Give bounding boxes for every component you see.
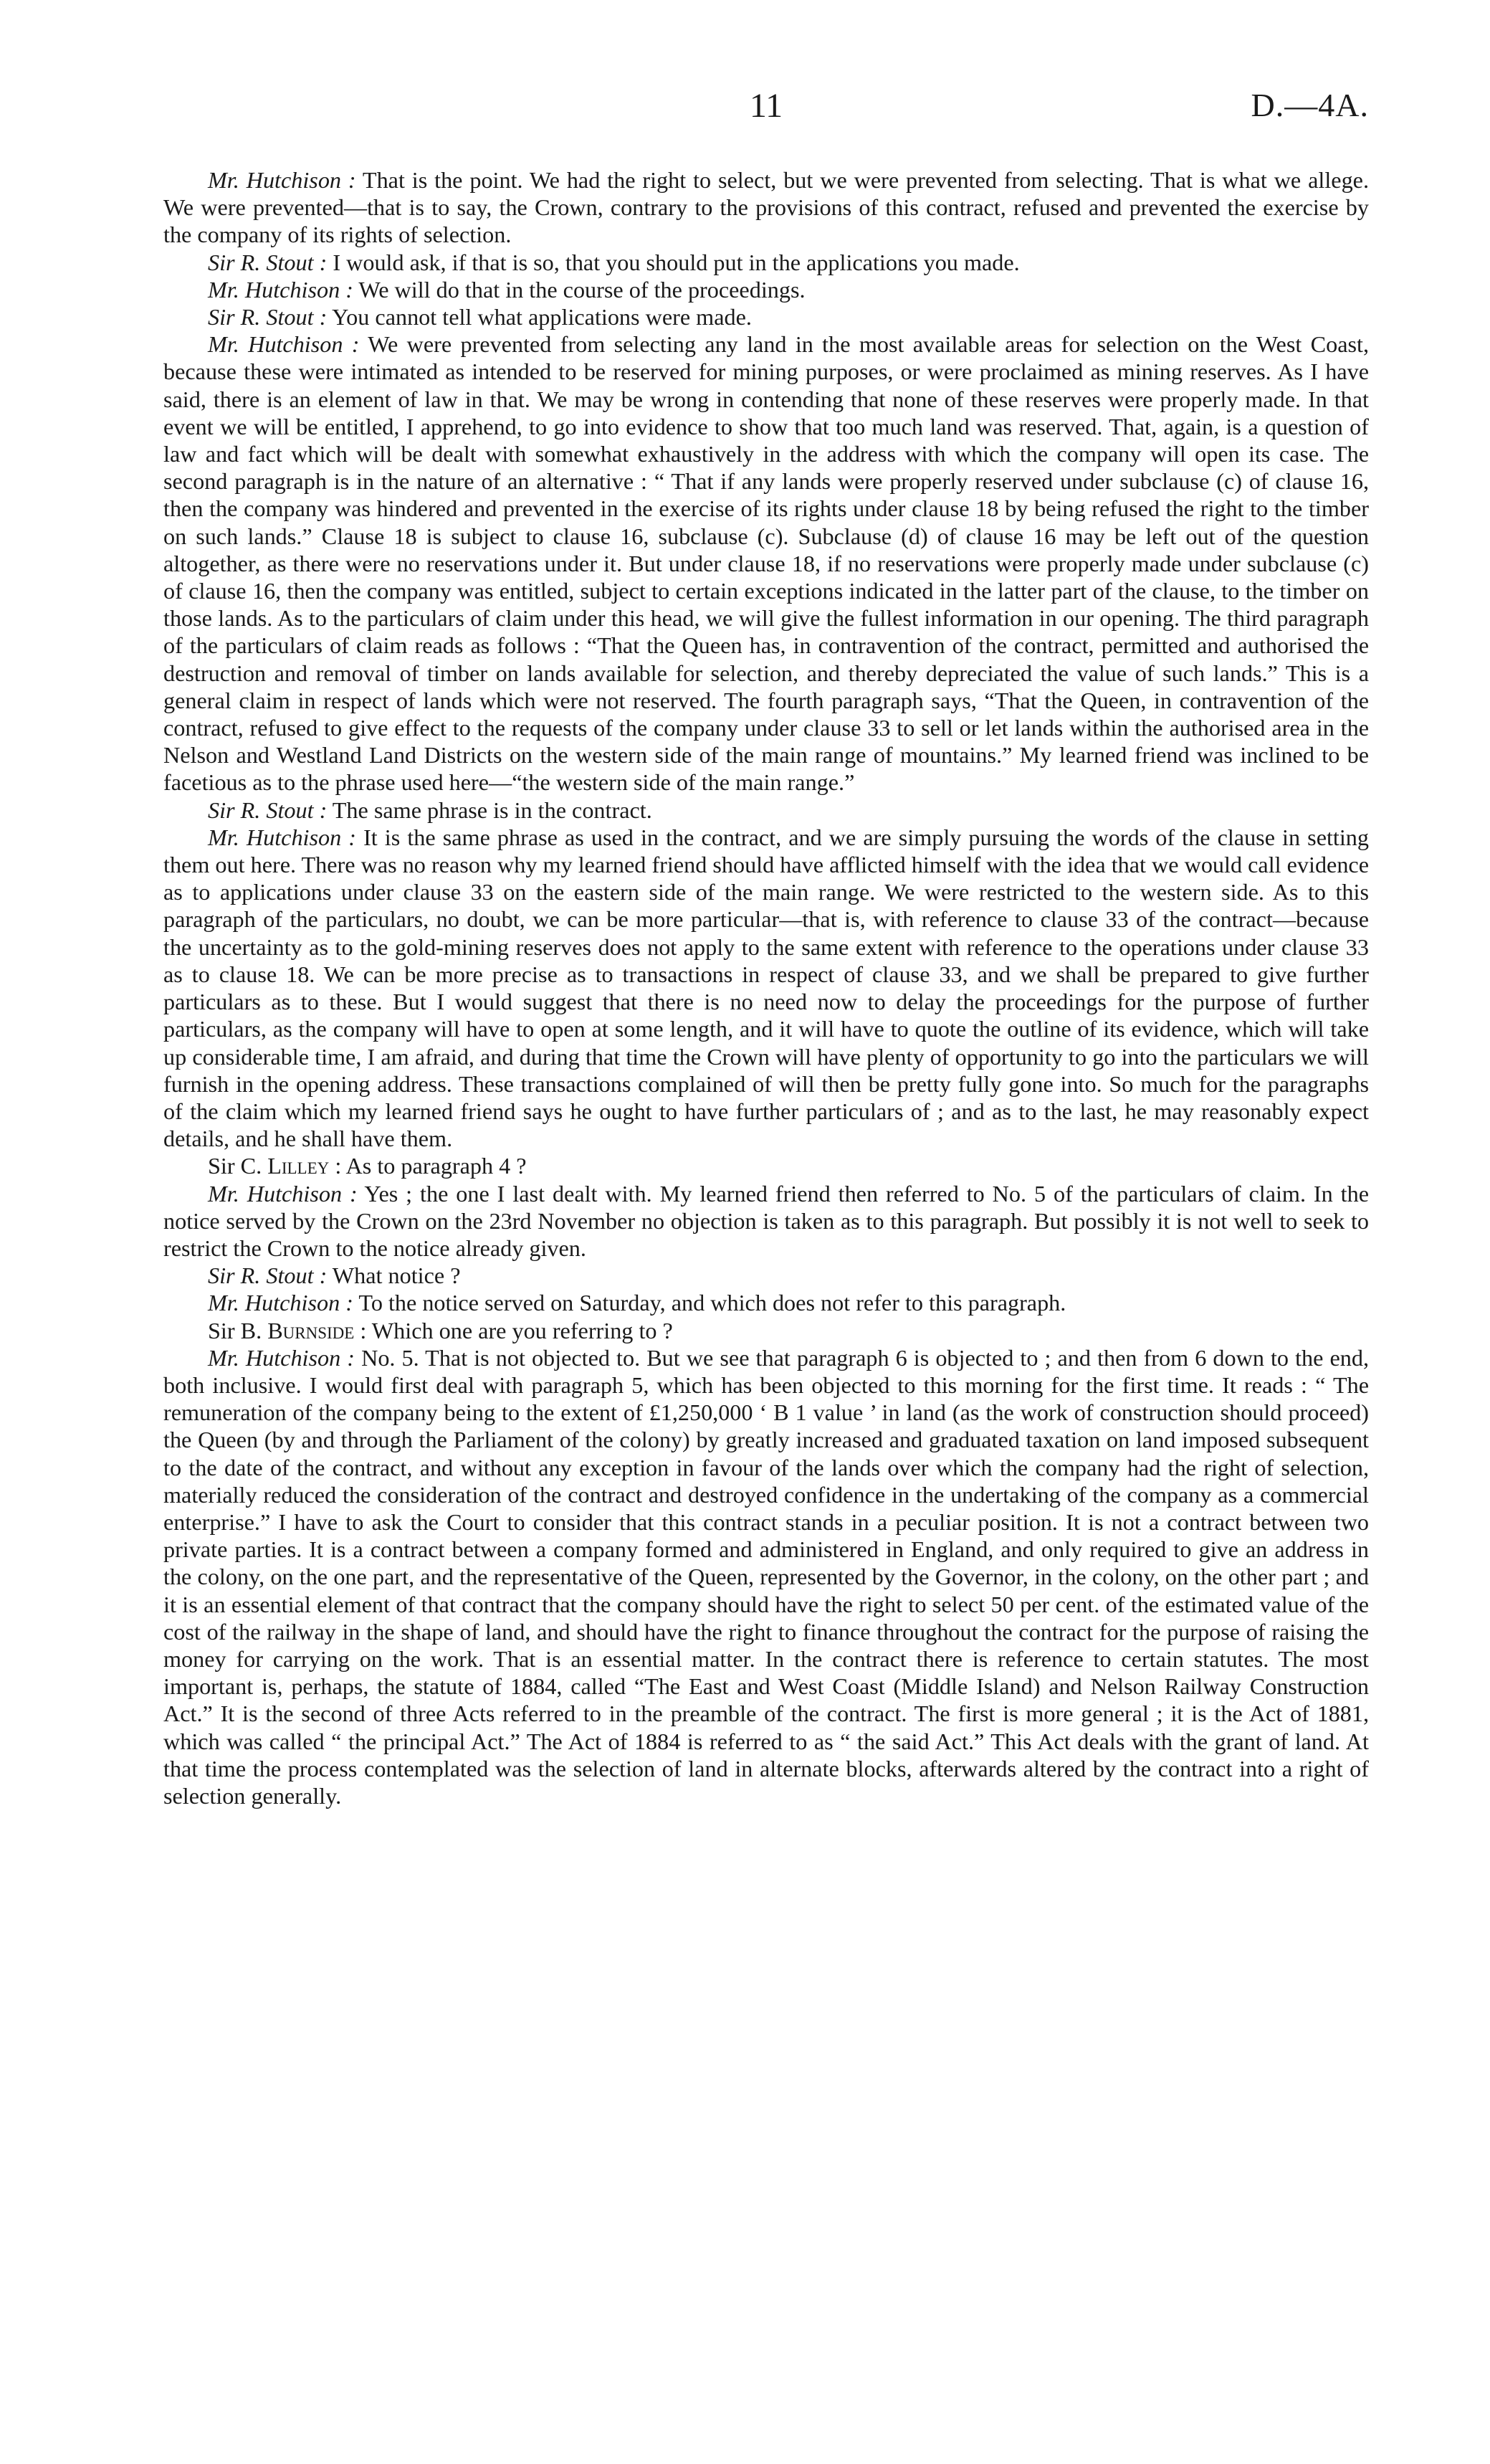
speaker-name — [208, 1153, 341, 1179]
speaker-name: Mr. Hutchison : — [208, 824, 356, 850]
speaker-title: Sir C. — [208, 1153, 268, 1179]
paragraph-text: To the notice served on Saturday, and which does not refer to this paragraph. — [353, 1290, 1066, 1316]
transcript-paragraph — [163, 1317, 1369, 1344]
speaker-name: Sir R. Stout : — [208, 1262, 328, 1289]
page-number: 11 — [749, 87, 783, 125]
speaker-name: Sir R. Stout : — [208, 304, 328, 330]
transcript-paragraph — [163, 166, 1369, 249]
speaker-name: Mr. Hutchison : — [208, 1344, 355, 1371]
transcript-paragraph — [163, 1289, 1369, 1316]
speaker-title: Sir B. — [208, 1317, 268, 1343]
paragraph-text: Which one are you referring to ? — [366, 1317, 673, 1343]
paragraph-text: What notice ? — [327, 1262, 461, 1289]
transcript-paragraph — [163, 303, 1369, 330]
speaker-name: Mr. Hutchison : — [208, 167, 356, 193]
paragraph-text: That is the point. We had the right to select, but we were prevented from selecting. That is what we allege. We were prevented—that is to say, the Crown, contrary to the provisions of this contract, refused and prevented the exercise by the company of its rights of selection. — [163, 167, 1369, 248]
speaker-surname: Lilley : — [267, 1153, 342, 1179]
speaker-name: Mr. Hutchison : — [208, 1180, 358, 1207]
transcript-body — [163, 166, 1369, 1809]
paragraph-text: I would ask, if that is so, that you should put in the applications you made. — [327, 249, 1020, 275]
transcript-paragraph — [163, 1180, 1369, 1262]
page-content — [163, 86, 1369, 1809]
transcript-paragraph — [163, 330, 1369, 796]
paragraph-text: We will do that in the course of the proceedings. — [353, 276, 806, 303]
speaker-name: Sir R. Stout : — [208, 249, 328, 275]
transcript-paragraph — [163, 824, 1369, 1152]
paragraph-text: No. 5. That is not objected to. But we see that paragraph 6 is objected to ; and then from 6 down to the end, both inclusive. I would first deal with paragraph 5, which has been objected to this morning for the first time. It reads : “ The remuneration of the company being to the extent of £1,250,000 ‘ B 1 value ’ in land (as the work of construction should proceed) the Queen (by and through the Parliament of the colony) by greatly increased and graduated taxation on land imposed subsequent to the date of the contract, and without any exception in favour of the lands over which the company had the right of selection, materially reduced the consideration of the contract and destroyed confidence in the undertaking of the company as a commercial enterprise.” I have to ask the Court to consider that this contract stands in a peculiar position. It is not a contract between two private parties. It is a contract between a company formed and administered in England, and only required to give an address in the colony, on the one part, and the representative of the Queen, represented by the Governor, in the colony, on the other part ; and it is an essential element of that contract that the company should have the right to select 50 per cent. of the estimated value of the cost of the railway in the shape of land, and should have the right to finance throughout the contract for the purpose of raising the money for carrying on the work. That is an essential matter. In the contract there is reference to certain statutes. The most important is, perhaps, the statute of 1884, called “The East and West Coast (Middle Island) and Nelson Railway Construction Act.” It is the second of three Acts referred to in the preamble of the contract. The first is more general ; it is the Act of 1881, which was called “ the principal Act.” The Act of 1884 is referred to as “ the said Act.” This Act deals with the grant of land. At that time the process contemplated was the selection of land in alternate blocks, afterwards altered by the contract into a right of selection generally. — [163, 1344, 1369, 1809]
transcript-paragraph — [163, 796, 1369, 824]
speaker-name: Mr. Hutchison : — [208, 1290, 353, 1316]
speaker-name: Mr. Hutchison : — [208, 276, 353, 303]
speaker-name: Mr. Hutchison : — [208, 331, 360, 358]
paragraph-text: The same phrase is in the contract. — [327, 796, 652, 823]
transcript-paragraph — [163, 276, 1369, 303]
transcript-paragraph — [163, 249, 1369, 276]
speaker-surname: Burnside : — [267, 1317, 367, 1343]
speaker-name: Sir R. Stout : — [208, 796, 328, 823]
paragraph-text: It is the same phrase as used in the contract, and we are simply pursuing the words of the clause in setting them out here. There was no reason why my learned friend should have afflicted himself with the idea that we would call evidence as to applications under clause 33 on the eastern side of the main range. We were restricted to the western side. As to this paragraph of the particulars, no doubt, we can be more particular—that is, with reference to clause 33 of the contract—because the uncertainty as to the gold-mining reserves does not apply to the same extent with reference to the operations under clause 33 as to clause 18. We can be more precise as to transactions in respect of clause 33, and we shall be prepared to give further particulars as to these. But I would suggest that there is no need now to delay the proceedings for the purpose of further particulars, as the company will have to open at some length, and it will have to quote the outline of its evidence, which will take up considerable time, I am afraid, and during that time the Crown will have plenty of opportunity to go into the particulars we will furnish in the opening address. These transactions complained of will then be pretty fully gone into. So much for the paragraphs of the claim which my learned friend says he ought to have further particulars of ; and as to the last, he may reasonably expect details, and he shall have them. — [163, 824, 1369, 1152]
paragraph-text: We were prevented from selecting any land in the most available areas for selection on the West Coast, because these were intimated as intended to be reserved for mining purposes, or were proclaimed as mining reserves. As I have said, there is an element of law in that. We may be wrong in contending that none of these reserves were properly made. In that event we will be entitled, I apprehend, to go into evidence to show that too much land was reserved. That, again, is a question of law and fact which will be dealt with somewhat exhaustively in the address with which the company will open its case. The second paragraph is in the nature of an alternative : “ That if any lands were properly reserved under subclause (c) of clause 16, then the company was hindered and prevented in the exercise of its rights under clause 18 by being refused the right to the timber on such lands.” Clause 18 is subject to clause 16, subclause (c). Subclause (d) of clause 16 may be left out of the question altogether, as there were no reservations under it. But under clause 18, if no reservations were properly made under subclause (c) of clause 16, then the company was entitled, subject to certain exceptions indicated in the latter part of the clause, to the timber on those lands. As to the particulars of claim under this head, we will give the fullest information in our opening. The third paragraph of the particulars of claim reads as follows : “That the Queen has, in contravention of the contract, permitted and authorised the destruction and removal of timber on lands available for selection, and thereby depreciated the value of such lands.” This is a general claim in respect of lands which were not reserved. The fourth paragraph says, “That the Queen, in contravention of the contract, refused to give effect to the requests of the company under clause 33 to sell or let lands within the authorised area in the Nelson and Westland Land Districts on the western side of the main range of mountains.” My learned friend was inclined to be facetious as to the phrase used here—“the western side of the main range.” — [163, 331, 1369, 796]
document-reference: D.—4A. — [1251, 87, 1369, 123]
paragraph-text: You cannot tell what applications were made. — [327, 304, 752, 330]
page-header — [163, 86, 1369, 143]
transcript-paragraph — [163, 1152, 1369, 1179]
speaker-name — [208, 1318, 366, 1343]
paragraph-text: As to paragraph 4 ? — [341, 1153, 527, 1179]
transcript-paragraph — [163, 1344, 1369, 1809]
transcript-paragraph — [163, 1262, 1369, 1289]
paragraph-text: Yes ; the one I last dealt with. My learned friend then referred to No. 5 of the particulars of claim. In the notice served by the Crown on the 23rd November no objection is taken as to this paragraph. But possibly it is not well to seek to restrict the Crown to the notice already given. — [163, 1180, 1369, 1261]
